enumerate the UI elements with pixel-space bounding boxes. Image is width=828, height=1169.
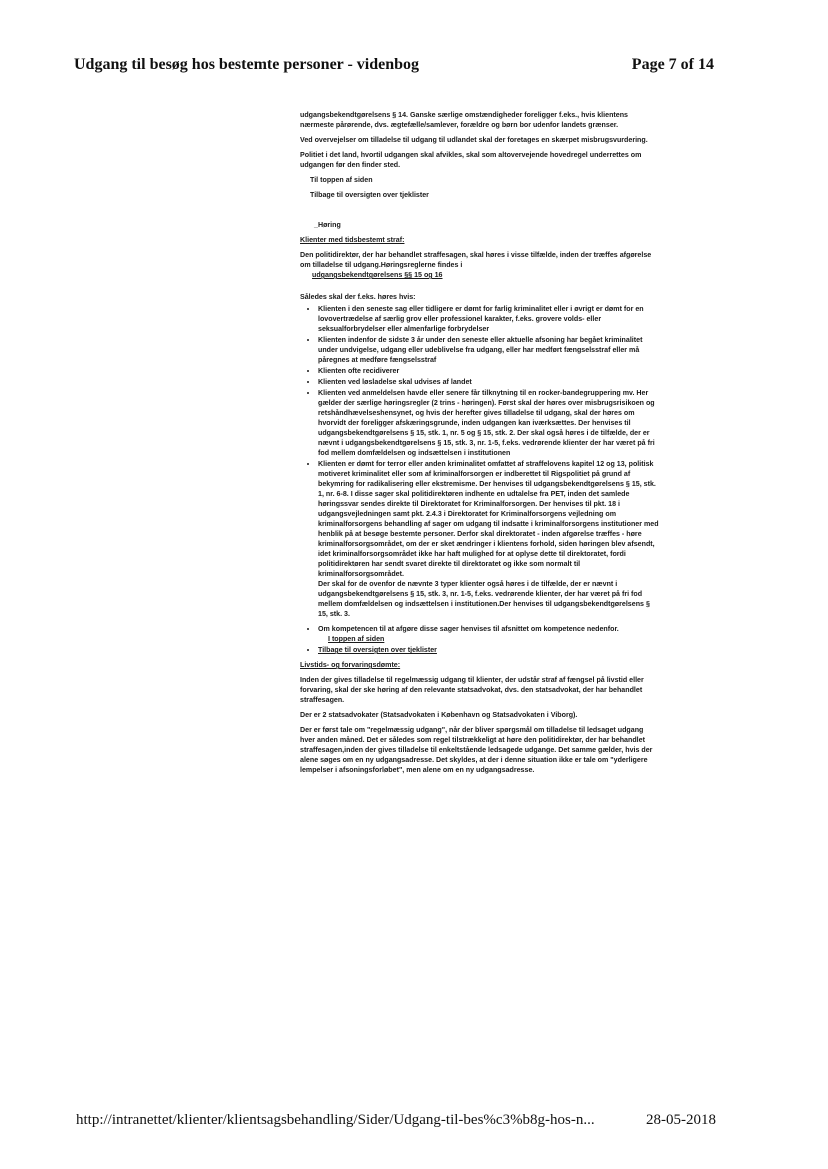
competence-list [300,624,660,655]
hearing-intro: Den politidirektør, der har behandlet straffesagen, skal høres i visse tilfælde, inden der træffes afgørelse om tilladelse til udgang.Høringsreglerne findes i [300,251,652,269]
paragraph: Ved overvejelser om tilladelse til udgang til udlandet skal der foretages en skærpet misbrugsvurdering. [300,136,648,144]
list-item: • Klienten ved løsladelse skal udvises af landet [318,377,660,387]
paragraph: Der er først tale om "regelmæssig udgang", når der bliver spørgsmål om tilladelse til ledsaget udgang hver anden måned. Det er således som regel tilstrækkeligt at høre den politidirektør, der har behandlet straffesagen,inden der gives tilladelse til enkeltstående ledsagede udgange. Det samme gælder, hvis der alene søges om en ny udgangsadresse. Det skyldes, at der i denne situation ikke er tale om "yderligere lempelser i afsoningsforløbet", men alene om en ny udgangsadresse. [300,726,653,774]
list-item [318,624,660,644]
list-item-text: • Klienten er dømt for terror eller anden kriminalitet omfattet af straffelovens kapitel 12 og 13, politisk motiveret kriminalitet eller som af kriminalforsorgen er indberettet til Rigspolitiet på grund af bekymring for radikalisering eller ekstremisme. Der henvises til udgangsbekendtgørelsens § 15, stk. 1, nr. 6-8. I disse sager skal politidirektøren indhente en udtalelse fra PET, inden det samlede høringssvar sendes direkte til Direktoratet for Kriminalforsorgen. Der henvises til pkt. 18 i udgangsvejledningen samt pkt. 2.4.3 i Direktoratet for Kriminalforsorgens vejledning om kriminalforsorgens behandling af sager om udgang til indsatte i kriminalforsorgens institutioner med henblik på at besøge bestemte personer. Derfor skal direktoratet - inden afgørelse træffes - høre kriminalforsorgsområdet, om der er sket ændringer i klientens forhold, siden høringen blev afsendt, idet kriminalforsorgsområdet ikke har haft mulighed for at oplyse dette til direktoratet, fordi politidirektøren har sendt svaret direkte til direktoratet og ikke som normalt til kriminalforsorgsområdet. [318,460,659,578]
footer-url[interactable]: http://intranettet/klienter/klientsagsbehandling/Sider/Udgang-til-bes%c3%b8g-hos-n... [76,1112,595,1128]
competence-note: Om kompetencen til at afgøre disse sager henvises til afsnittet om kompetence nedenfor. [318,625,619,633]
paragraph: Inden der gives tilladelse til regelmæssig udgang til klienter, der udstår straf af fængsel på livstid eller forvaring, skal der ske høring af den relevante statsadvokat, dvs. den statsadvokat, der har behandlet straffesagen. [300,676,644,704]
document-body [300,110,660,780]
document-title: Udgang til besøg hos bestemte personer - videnbog [74,56,420,73]
law-reference-link[interactable]: udgangsbekendtgørelsens §§ 15 og 16 [312,271,443,279]
list-item: • Klienten ofte recidiverer [318,366,660,376]
paragraph: Der er 2 statsadvokater (Statsadvokaten i København og Statsadvokaten i Viborg). [300,711,578,719]
list-item-text: Der skal for de ovenfor de nævnte 3 typer klienter også høres i de tilfælde, der er nævnt i udgangsbekendtgørelsens § 15, stk. 3, nr. 1-5, f.eks. vedrørende klienter, der har været på fri fod mellem domfældelsen og indsættelsen i institutionen.Der henvises til udgangsbekendtgørelsens § 15, stk. 3. [318,580,650,618]
footer-date: 28-05-2018 [646,1112,716,1128]
list-item: • Klienten indenfor de sidste 3 år under den seneste eller aktuelle afsoning har begået kriminalitet under undvigelse, udgang eller udeblivelse fra udgang, eller har medført fængselsstraf eller må påregnes at medføre fængselsstraf [318,335,660,365]
hearing-conditions-list [300,304,660,619]
back-to-checklists-link[interactable]: Tilbage til oversigten over tjeklister [318,646,437,654]
paragraph: Politiet i det land, hvortil udgangen skal afvikles, skal som altovervejende hovedregel underrettes om udgangen før den finder sted. [300,151,642,169]
list-item [318,645,660,655]
to-top-link[interactable]: Til toppen af siden [310,176,373,184]
list-item: • Klienten ved anmeldelsen havde eller senere får tilknytning til en rocker-bandegruppering mv. Her gælder der særlige høringsregler (2 trins - høringen). Først skal der høres over misbrugsrisikoen og retshåndhævelseshensynet, og hvis der herefter gives tilladelse til udgang, skal der høres om hvorvidt der foreligger afskæringsgrunde, inden udgangen kan iværksættes. Der henvises til udgangsbekendtgørelsens § 15, stk. 1, nr. 5 og § 15, stk. 2. Der skal også høres i de tilfælde, der er nævnt i udgangsbekendtgørelsens § 15, stk. 3, nr. 1-5, f.eks. vedrørende klienter der har været på fri fod mellem domfældelsen og indsættelsen i institutionen [318,388,660,458]
list-item [318,459,660,619]
section-heading-time-limited: Klienter med tidsbestemt straf: [300,236,405,244]
hearing-heading: _Høring [314,221,341,229]
to-top-link[interactable]: I toppen af siden [328,635,385,643]
paragraph: udgangsbekendtgørelsens § 14. Ganske særlige omstændigheder foreligger f.eks., hvis klientens nærmeste pårørende, dvs. ægtefælle/samlever, forældre og børn bor udenfor landets grænser. [300,111,628,129]
paragraph [300,250,660,280]
list-intro: Således skal der f.eks. høres hvis: [300,293,416,301]
list-item: • Klienten i den seneste sag eller tidligere er dømt for farlig kriminalitet eller i øvrigt er dømt for en lovovertrædelse af særlig grov eller professionel karakter, f.eks. grovere volds- eller seksualforbrydelser eller almenfarlige forbrydelser [318,304,660,334]
page-number: Page 7 of 14 [631,56,714,73]
section-heading-life-sentence: Livstids- og forvaringsdømte: [300,661,401,669]
back-to-checklists-link[interactable]: Tilbage til oversigten over tjeklister [310,191,429,199]
